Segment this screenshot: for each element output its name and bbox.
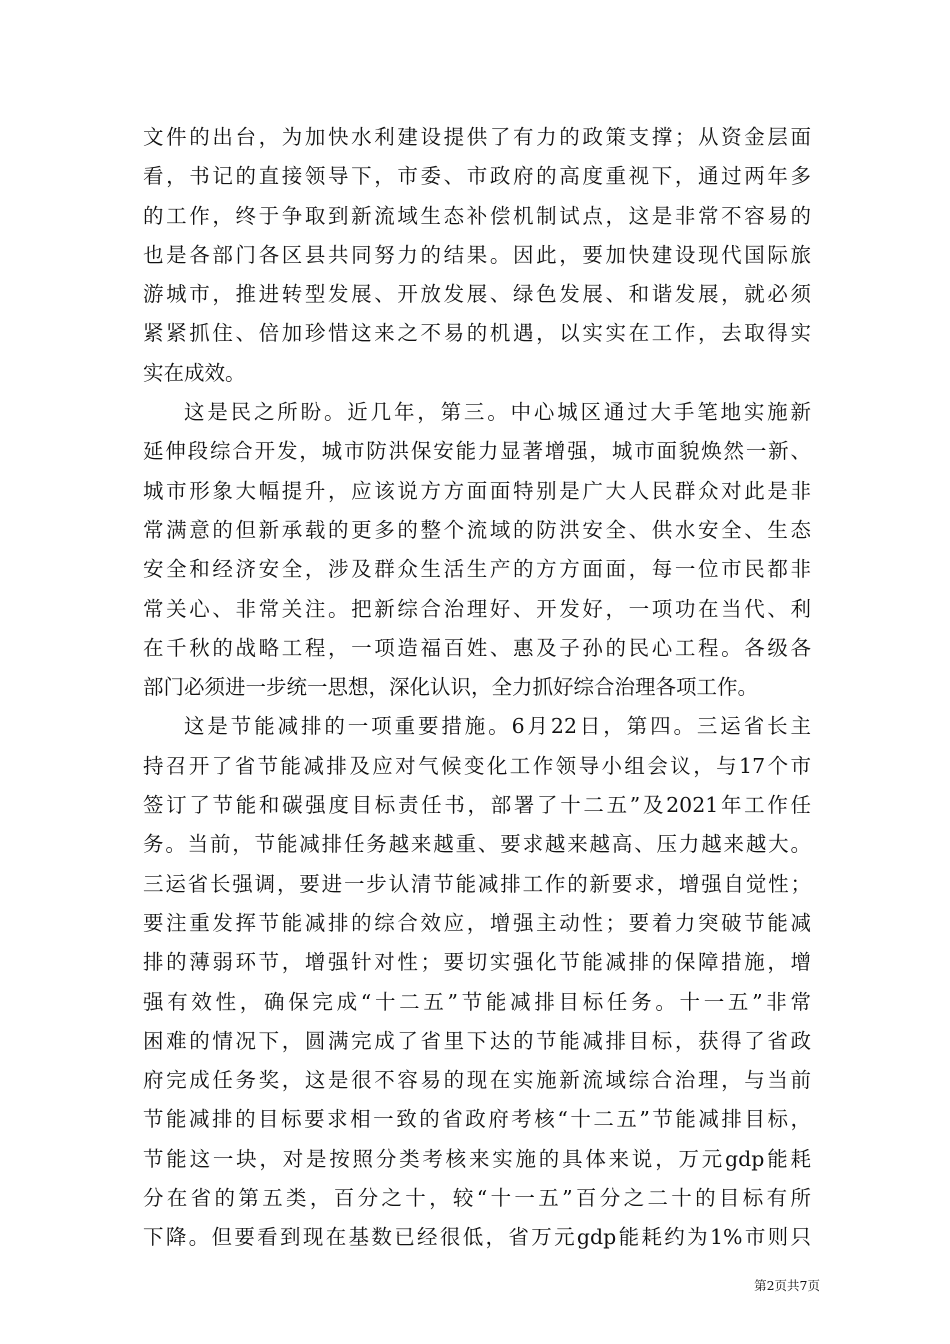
text-line: 看，书记的直接领导下，市委、市政府的高度重视下，通过两年多 xyxy=(143,164,811,189)
text-line: 签订了节能和碳强度目标责任书，部署了十二五”及2021年工作任 xyxy=(143,793,811,818)
text-line: 文件的出台，为加快水利建设提供了有力的政策支撑；从资金层面 xyxy=(143,125,811,149)
text-line: 困难的情况下，圆满完成了省里下达的节能减排目标，获得了省政 xyxy=(143,1028,811,1053)
page-footer: 第2页共7页 xyxy=(754,1278,820,1293)
text-line: 实在成效。 xyxy=(143,360,246,385)
text-line: 常满意的但新承载的更多的整个流域的防洪安全、供水安全、生态 xyxy=(143,517,811,542)
text-line: 常关心、非常关注。把新综合治理好、开发好，一项功在当代、利 xyxy=(143,596,811,621)
text-line: 城市形象大幅提升，应该说方方面面特别是广大人民群众对此是非 xyxy=(143,478,811,503)
text-line: 三运省长强调，要进一步认清节能减排工作的新要求，增强自觉性； xyxy=(143,871,811,896)
text-line: 下降。但要看到现在基数已经很低，省万元gdp能耗约为1%市则只 xyxy=(143,1225,811,1250)
text-line: 这是民之所盼。近几年，第三。中心城区通过大手笔地实施新 xyxy=(184,400,811,425)
text-line: 强有效性，确保完成“十二五”节能减排目标任务。十一五”非常 xyxy=(143,989,811,1014)
text-line: 也是各部门各区县共同努力的结果。因此，要加快建设现代国际旅 xyxy=(143,242,811,267)
text-line: 节能减排的目标要求相一致的省政府考核“十二五”节能减排目标， xyxy=(143,1107,811,1132)
body-text xyxy=(143,118,811,1258)
paragraph xyxy=(143,118,811,393)
paragraph xyxy=(143,393,811,707)
text-line: 分在省的第五类，百分之十，较“十一五”百分之二十的目标有所 xyxy=(143,1186,811,1211)
text-line: 的工作，终于争取到新流域生态补偿机制试点，这是非常不容易的 xyxy=(143,203,811,228)
text-line: 游城市，推进转型发展、开放发展、绿色发展、和谐发展，就必须 xyxy=(143,282,811,307)
text-line: 部门必须进一步统一思想，深化认识，全力抓好综合治理各项工作。 xyxy=(143,675,758,700)
text-line: 延伸段综合开发，城市防洪保安能力显著增强，城市面貌焕然一新、 xyxy=(143,439,811,464)
text-line: 持召开了省节能减排及应对气候变化工作领导小组会议，与17个市 xyxy=(143,753,811,778)
text-line: 紧紧抓住、倍加珍惜这来之不易的机遇，以实实在工作，去取得实 xyxy=(143,321,811,346)
text-line: 务。当前，节能减排任务越来越重、要求越来越高、压力越来越大。 xyxy=(143,832,811,857)
text-line: 在千秋的战略工程，一项造福百姓、惠及子孙的民心工程。各级各 xyxy=(143,635,811,660)
paragraph xyxy=(143,707,811,1257)
text-line: 这是节能减排的一项重要措施。6月22日，第四。三运省长主 xyxy=(184,714,811,739)
text-line: 排的薄弱环节，增强针对性；要切实强化节能减排的保障措施，增 xyxy=(143,950,811,975)
text-line: 节能这一块，对是按照分类考核来实施的具体来说，万元gdp能耗 xyxy=(143,1146,811,1171)
text-line: 府完成任务奖，这是很不容易的现在实施新流域综合治理，与当前 xyxy=(143,1068,811,1093)
text-line: 要注重发挥节能减排的综合效应，增强主动性；要着力突破节能减 xyxy=(143,910,811,935)
text-line: 安全和经济安全，涉及群众生活生产的方方面面，每一位市民都非 xyxy=(143,557,811,582)
